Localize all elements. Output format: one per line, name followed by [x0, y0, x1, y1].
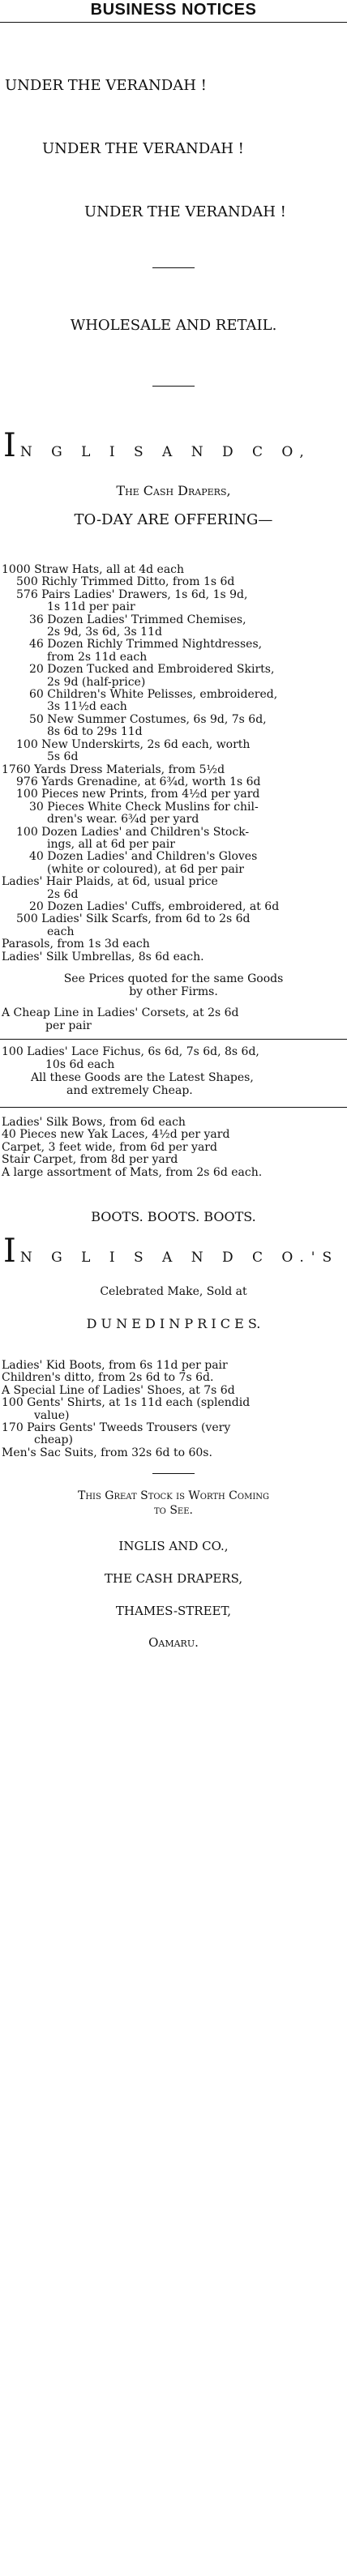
list-item: 60 Children's White Pelisses, embroidered, [29, 688, 278, 702]
verandah-line-1: UNDER THE VERANDAH ! [5, 77, 207, 94]
see-prices-line-1: See Prices quoted for the same Goods [63, 972, 284, 985]
list-item: 36 Dozen Ladies' Trimmed Chemises, [29, 613, 246, 626]
list-item: 2s 9d (half-price) [47, 675, 146, 689]
list-item: 2s 9d, 3s 6d, 3s 11d [47, 626, 162, 639]
see-prices-line-2: by other Firms. [129, 985, 218, 998]
list-item: 50 New Summer Costumes, 6s 9d, 7s 6d, [29, 712, 267, 726]
corsets-line-2: per pair [45, 1019, 92, 1032]
list-item: Men's Sac Suits, from 32s 6d to 60s. [2, 1446, 212, 1459]
list-item: 30 Pieces White Check Muslins for chil- [29, 800, 259, 814]
list-item: 1s 11d per pair [47, 600, 135, 614]
list-item: A Special Line of Ladies' Shoes, at 7s 6d [2, 1383, 235, 1397]
list-item: 46 Dozen Richly Trimmed Nightdresses, [29, 638, 263, 651]
firm-tagline: The Cash Drapers, [116, 483, 231, 498]
section-rule [0, 1039, 347, 1040]
list-item: 3s 11½d each [47, 700, 127, 714]
list-item: 40 Pieces new Yak Laces, 4½d per yard [2, 1128, 230, 1142]
list-item: 1760 Yards Dress Materials, from 5½d [2, 763, 225, 776]
masthead-rule [0, 22, 347, 23]
lace-line-3: All these Goods are the Latest Shapes, [31, 1071, 254, 1084]
offer-list [2, 564, 342, 963]
list-item: Ladies' Kid Boots, from 6s 11d per pair [2, 1359, 228, 1372]
list-item: (white or coloured), at 6d per pair [47, 862, 244, 876]
lace-line-2: 10s 6d each [45, 1058, 115, 1071]
firm-initial: I [3, 1232, 16, 1270]
bows-list [2, 1117, 342, 1179]
list-item: 2s 6d [47, 887, 79, 901]
firm-name-rest: N G L I S A N D C O, [19, 444, 311, 460]
list-item: 5s 6d [47, 750, 79, 764]
list-item: Ladies' Silk Bows, from 6d each [2, 1116, 186, 1129]
list-item: cheap) [34, 1433, 73, 1447]
list-item: Stair Carpet, from 8d per yard [2, 1153, 178, 1167]
footer-drapers: THE CASH DRAPERS, [104, 1571, 243, 1586]
list-item: ings, all at 6d per pair [47, 837, 175, 851]
list-item: from 2s 11d each [47, 650, 148, 664]
list-item: dren's wear. 6¾d per yard [47, 813, 199, 827]
list-item: 100 Gents' Shirts, at 1s 11d each (splendid [2, 1396, 251, 1410]
list-item: 100 New Underskirts, 2s 6d each, worth [16, 737, 251, 751]
footer-name: INGLIS AND CO., [118, 1539, 229, 1553]
list-item: value) [34, 1408, 70, 1422]
lace-line-4: and extremely Cheap. [66, 1084, 193, 1097]
boots-list [2, 1360, 342, 1459]
firm-name-rest: N G L I S A N D C O.'S [19, 1250, 340, 1266]
list-item: Parasols, from 1s 3d each [2, 938, 150, 951]
list-item: Children's ditto, from 2s 6d to 7s 6d. [2, 1371, 214, 1385]
list-item: 500 Ladies' Silk Scarfs, from 6d to 2s 6d [16, 912, 251, 926]
footer-street: THAMES-STREET, [115, 1604, 232, 1618]
boots-heading: BOOTS. BOOTS. BOOTS. [91, 1209, 256, 1224]
firm-name-boots [3, 1232, 340, 1270]
list-item: each [47, 925, 75, 938]
offering-heading: TO-DAY ARE OFFERING— [74, 511, 273, 528]
list-item: 100 Pieces new Prints, from 4½d per yard [16, 788, 260, 801]
verandah-line-3: UNDER THE VERANDAH ! [84, 203, 286, 220]
lace-line-1: 100 Ladies' Lace Fichus, 6s 6d, 7s 6d, 8s 6d, [2, 1045, 259, 1058]
divider-rule [152, 386, 195, 387]
list-item: 20 Dozen Ladies' Cuffs, embroidered, at 6d [29, 899, 280, 913]
verandah-line-2: UNDER THE VERANDAH ! [42, 140, 244, 157]
list-item: Ladies' Hair Plaids, at 6d, usual price [2, 875, 218, 889]
list-item: 976 Yards Grenadine, at 6¾d, worth 1s 6d [16, 775, 261, 788]
firm-name [3, 427, 311, 464]
divider-rule [152, 1473, 195, 1474]
firm-initial: I [3, 427, 16, 464]
list-item: 100 Dozen Ladies' and Children's Stock- [16, 825, 250, 839]
masthead-title: BUSINESS NOTICES [90, 1, 257, 19]
dunedin-prices: D U N E D I N P R I C E S. [86, 1316, 261, 1331]
list-item: 1000 Straw Hats, all at 4d each [2, 563, 185, 576]
list-item: 40 Dozen Ladies' and Children's Gloves [29, 850, 258, 864]
list-item: Carpet, 3 feet wide, from 6d per yard [2, 1140, 217, 1154]
celebrated-make: Celebrated Make, Sold at [100, 1285, 247, 1298]
list-item: 500 Richly Trimmed Ditto, from 1s 6d [16, 575, 235, 589]
list-item: A large assortment of Mats, from 2s 6d each. [2, 1165, 263, 1179]
footer-town: Oamaru. [148, 1635, 199, 1650]
stock-line-1: This Great Stock is Worth Coming [77, 1489, 270, 1502]
corsets-line-1: A Cheap Line in Ladies' Corsets, at 2s 6d [2, 1006, 239, 1019]
list-item: 20 Dozen Tucked and Embroidered Skirts, [29, 663, 275, 677]
list-item: 170 Pairs Gents' Tweeds Trousers (very [2, 1421, 231, 1435]
section-rule [0, 1107, 347, 1108]
list-item: 8s 6d to 29s 11d [47, 725, 143, 739]
list-item: Ladies' Silk Umbrellas, 8s 6d each. [2, 950, 204, 963]
list-item: 576 Pairs Ladies' Drawers, 1s 6d, 1s 9d, [16, 587, 248, 601]
stock-line-2: to See. [154, 1504, 193, 1517]
wholesale-heading: WHOLESALE AND RETAIL. [70, 317, 277, 334]
divider-rule [152, 267, 195, 268]
